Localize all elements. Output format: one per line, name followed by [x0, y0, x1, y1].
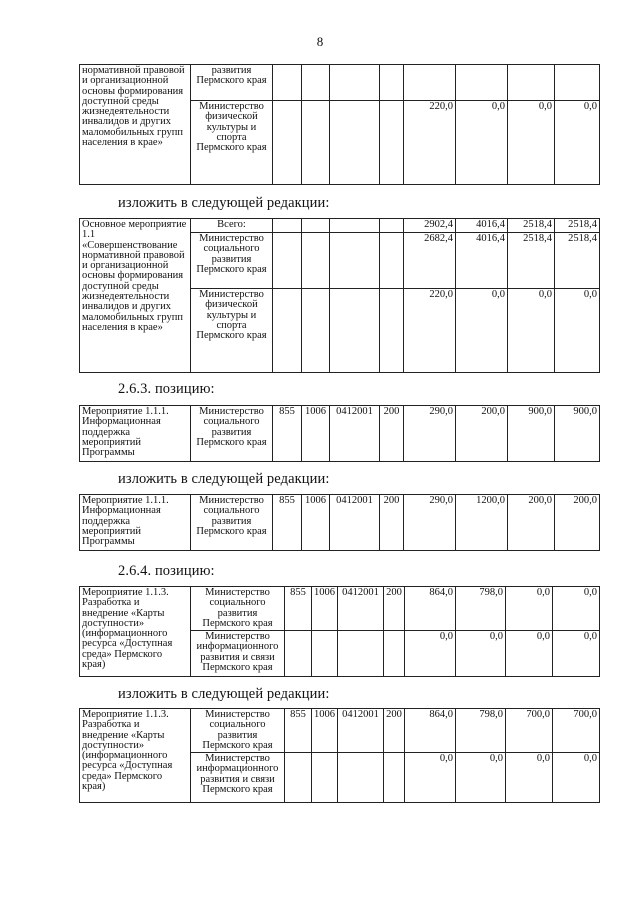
value-cell: 1006 — [302, 406, 330, 462]
value-cell — [384, 631, 405, 677]
value-cell: 4016,4 — [456, 233, 508, 289]
caption-new-edition: изложить в следующей редакции: — [118, 195, 330, 211]
value-cell — [508, 65, 555, 101]
value-cell — [555, 65, 600, 101]
value-cell: 200,0 — [456, 406, 508, 462]
name-cell: Основное мероприятие 1.1 «Совершенствование нормативной правовой и организационной основы формирования доступной среды жизнедеятельности инвалидов и других маломобильных групп населения в крае» — [80, 219, 191, 373]
value-cell: 0,0 — [405, 631, 456, 677]
value-cell: 0412001 — [330, 495, 380, 551]
value-cell: 1200,0 — [456, 495, 508, 551]
value-cell: 0,0 — [506, 587, 553, 631]
value-cell: 900,0 — [508, 406, 555, 462]
value-cell: 0,0 — [456, 631, 506, 677]
table-new-position-1-1-1 — [79, 494, 600, 551]
table-row — [80, 495, 600, 551]
caption-2-6-3: 2.6.3. позицию: — [118, 381, 215, 397]
value-cell — [338, 753, 384, 803]
value-cell: 0,0 — [456, 101, 508, 185]
value-cell — [273, 65, 302, 101]
executor-cell: развития Пермского края — [191, 65, 273, 101]
value-cell: 0,0 — [456, 289, 508, 373]
value-cell: 290,0 — [404, 495, 456, 551]
value-cell: 0,0 — [553, 587, 600, 631]
table-row — [80, 709, 600, 753]
value-cell — [338, 631, 384, 677]
value-cell: 200,0 — [508, 495, 555, 551]
table-row — [80, 65, 600, 101]
executor-cell: Министерство информационного развития и связи Пермского края — [191, 631, 285, 677]
name-cell: Мероприятие 1.1.3. Разработка и внедрение «Карты доступности» (информационного ресурса «Доступная среда» Пермского края) — [80, 587, 191, 677]
value-cell — [302, 219, 330, 233]
value-cell — [273, 219, 302, 233]
value-cell: 864,0 — [405, 709, 456, 753]
table-row — [80, 406, 600, 462]
table-row — [80, 587, 600, 631]
caption-new-edition: изложить в следующей редакции: — [118, 471, 330, 487]
value-cell: 0,0 — [456, 753, 506, 803]
caption-new-edition: изложить в следующей редакции: — [118, 686, 330, 702]
caption-2-6-4: 2.6.4. позицию: — [118, 563, 215, 579]
value-cell — [285, 631, 312, 677]
value-cell: 0,0 — [555, 289, 600, 373]
name-cell: нормативной правовой и организационной основы формирования доступной среды жизнедеятельности инвалидов и других маломобильных групп населения в крае» — [80, 65, 191, 185]
value-cell: 855 — [285, 709, 312, 753]
value-cell — [285, 753, 312, 803]
value-cell — [302, 233, 330, 289]
value-cell — [330, 101, 380, 185]
value-cell: 798,0 — [456, 587, 506, 631]
executor-cell: Министерство физической культуры и спорта Пермского края — [191, 289, 273, 373]
value-cell: 855 — [285, 587, 312, 631]
name-cell: Мероприятие 1.1.1. Информационная поддержка мероприятий Программы — [80, 406, 191, 462]
value-cell: 0,0 — [508, 289, 555, 373]
value-cell: 855 — [273, 406, 302, 462]
executor-cell: Министерство физической культуры и спорта Пермского края — [191, 101, 273, 185]
name-cell: Мероприятие 1.1.3. Разработка и внедрение «Карты доступности» (информационного ресурса «Доступная среда» Пермского края) — [80, 709, 191, 803]
value-cell: 200,0 — [555, 495, 600, 551]
table-row — [80, 219, 600, 233]
executor-cell: Министерство социального развития Пермского края — [191, 233, 273, 289]
value-cell: 0412001 — [330, 406, 380, 462]
value-cell: 200 — [384, 709, 405, 753]
executor-cell: Министерство социального развития Пермского края — [191, 709, 285, 753]
value-cell: 864,0 — [405, 587, 456, 631]
value-cell: 4016,4 — [456, 219, 508, 233]
executor-cell: Министерство информационного развития и связи Пермского края — [191, 753, 285, 803]
value-cell: 2902,4 — [404, 219, 456, 233]
value-cell: 0,0 — [553, 631, 600, 677]
value-cell — [312, 753, 338, 803]
executor-cell: Министерство социального развития Пермского края — [191, 587, 285, 631]
table-prev-position-1-1 — [79, 64, 600, 185]
value-cell — [404, 65, 456, 101]
value-cell: 200 — [384, 587, 405, 631]
value-cell — [380, 101, 404, 185]
value-cell: 855 — [273, 495, 302, 551]
table-new-position-1-1 — [79, 218, 600, 373]
value-cell: 0,0 — [508, 101, 555, 185]
value-cell — [273, 289, 302, 373]
value-cell: 2518,4 — [555, 219, 600, 233]
value-cell: 220,0 — [404, 101, 456, 185]
value-cell: 2518,4 — [555, 233, 600, 289]
value-cell — [302, 65, 330, 101]
value-cell: 798,0 — [456, 709, 506, 753]
value-cell: 700,0 — [553, 709, 600, 753]
value-cell: 2518,4 — [508, 219, 555, 233]
table-new-position-1-1-3 — [79, 708, 600, 803]
value-cell — [302, 101, 330, 185]
value-cell — [330, 289, 380, 373]
value-cell — [330, 233, 380, 289]
value-cell — [380, 233, 404, 289]
value-cell — [380, 289, 404, 373]
value-cell: 2518,4 — [508, 233, 555, 289]
value-cell: 2682,4 — [404, 233, 456, 289]
value-cell: 700,0 — [506, 709, 553, 753]
executor-cell: Министерство социального развития Пермского края — [191, 406, 273, 462]
value-cell — [330, 65, 380, 101]
name-cell: Мероприятие 1.1.1. Информационная поддержка мероприятий Программы — [80, 495, 191, 551]
value-cell: 200 — [380, 406, 404, 462]
table-prev-position-1-1-3 — [79, 586, 600, 677]
value-cell: 290,0 — [404, 406, 456, 462]
value-cell — [302, 289, 330, 373]
table-prev-position-1-1-1 — [79, 405, 600, 462]
value-cell: 1006 — [312, 709, 338, 753]
value-cell — [456, 65, 508, 101]
value-cell — [273, 101, 302, 185]
value-cell: 900,0 — [555, 406, 600, 462]
value-cell: 0,0 — [506, 631, 553, 677]
value-cell: 1006 — [312, 587, 338, 631]
value-cell: 0,0 — [405, 753, 456, 803]
value-cell: 0412001 — [338, 587, 384, 631]
executor-cell: Всего: — [191, 219, 273, 233]
value-cell: 0,0 — [506, 753, 553, 803]
value-cell: 0,0 — [555, 101, 600, 185]
page-number: 8 — [316, 34, 324, 49]
executor-cell: Министерство социального развития Пермского края — [191, 495, 273, 551]
value-cell — [330, 219, 380, 233]
value-cell — [384, 753, 405, 803]
value-cell — [380, 65, 404, 101]
value-cell — [312, 631, 338, 677]
value-cell: 0412001 — [338, 709, 384, 753]
value-cell: 200 — [380, 495, 404, 551]
value-cell — [273, 233, 302, 289]
value-cell: 220,0 — [404, 289, 456, 373]
value-cell: 1006 — [302, 495, 330, 551]
value-cell — [380, 219, 404, 233]
value-cell: 0,0 — [553, 753, 600, 803]
